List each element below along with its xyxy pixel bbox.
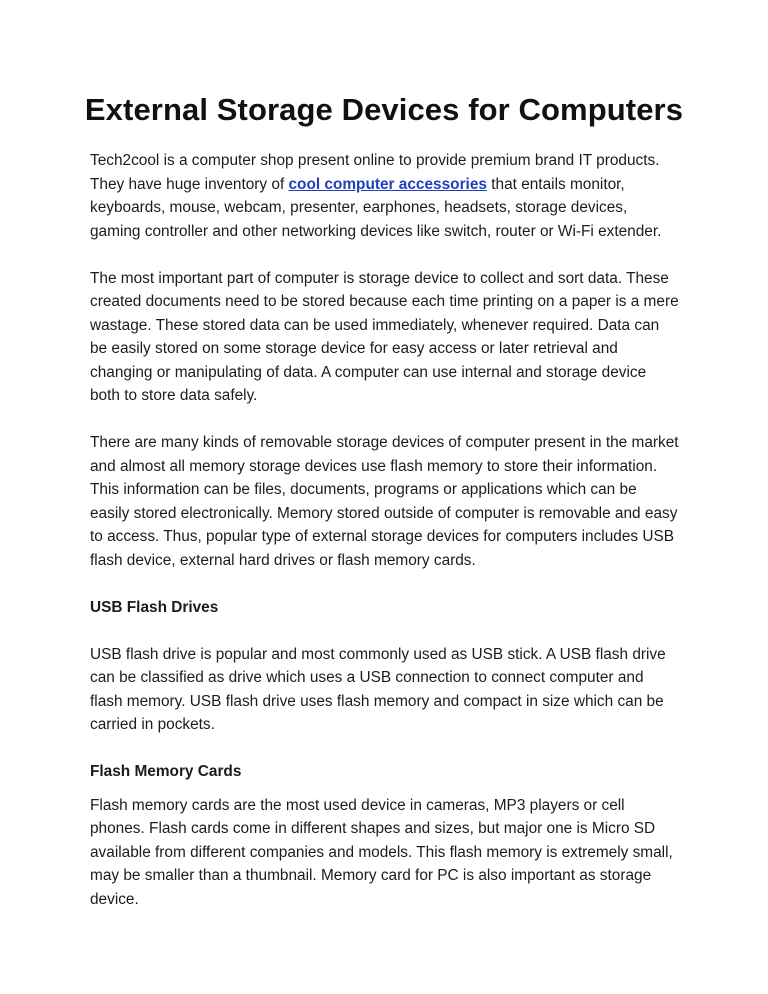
document-body: [90, 149, 680, 935]
flash-memory-cards-paragraph: Flash memory cards are the most used device in cameras, MP3 players or cell phones. Flash cards come in different shapes and sizes, but major one is Micro SD available from different companies and models. This flash memory is extremely small, may be smaller than a thumbnail. Memory card for PC is also important as storage device.: [90, 796, 673, 908]
cool-computer-accessories-link[interactable]: cool computer accessories: [288, 175, 487, 193]
storage-importance-paragraph: The most important part of computer is storage device to collect and sort data. These created documents need to be stored because each time printing on a paper is a mere wastage. These stored data can be used immediately, whenever required. Data can be easily stored on some storage device for easy access or later retrieval and changing or manipulating of data. A computer can use internal and storage device both to store data safely.: [90, 269, 679, 404]
usb-flash-drives-paragraph: USB flash drive is popular and most commonly used as USB stick. A USB flash drive can be classified as drive which uses a USB connection to connect computer and flash memory. USB flash drive uses flash memory and compact in size which can be carried in pockets.: [90, 645, 666, 733]
flash-memory-cards-heading: Flash Memory Cards: [90, 763, 242, 780]
removable-storage-paragraph: There are many kinds of removable storage devices of computer present in the market and almost all memory storage devices use flash memory to store their information. This information can be files, documents, programs or applications which can be easily stored electronically. Memory stored outside of computer is removable and easy to access. Thus, popular type of external storage devices for computers includes USB flash device, external hard drives or flash memory cards.: [90, 434, 679, 569]
intro-text-end: that entails monitor, keyboards, mouse, webcam, presenter, earphones, headsets, storage devices, gaming controller and other networking devices like switch, router or Wi-Fi extender.: [90, 175, 662, 240]
intro-text-start: Tech2cool is a computer shop present online to provide premium brand IT products. They have huge inventory of: [90, 152, 660, 193]
usb-flash-drives-heading: USB Flash Drives: [90, 598, 219, 616]
intro-paragraph: [90, 149, 680, 243]
document-title: External Storage Devices for Computers: [84, 92, 684, 127]
